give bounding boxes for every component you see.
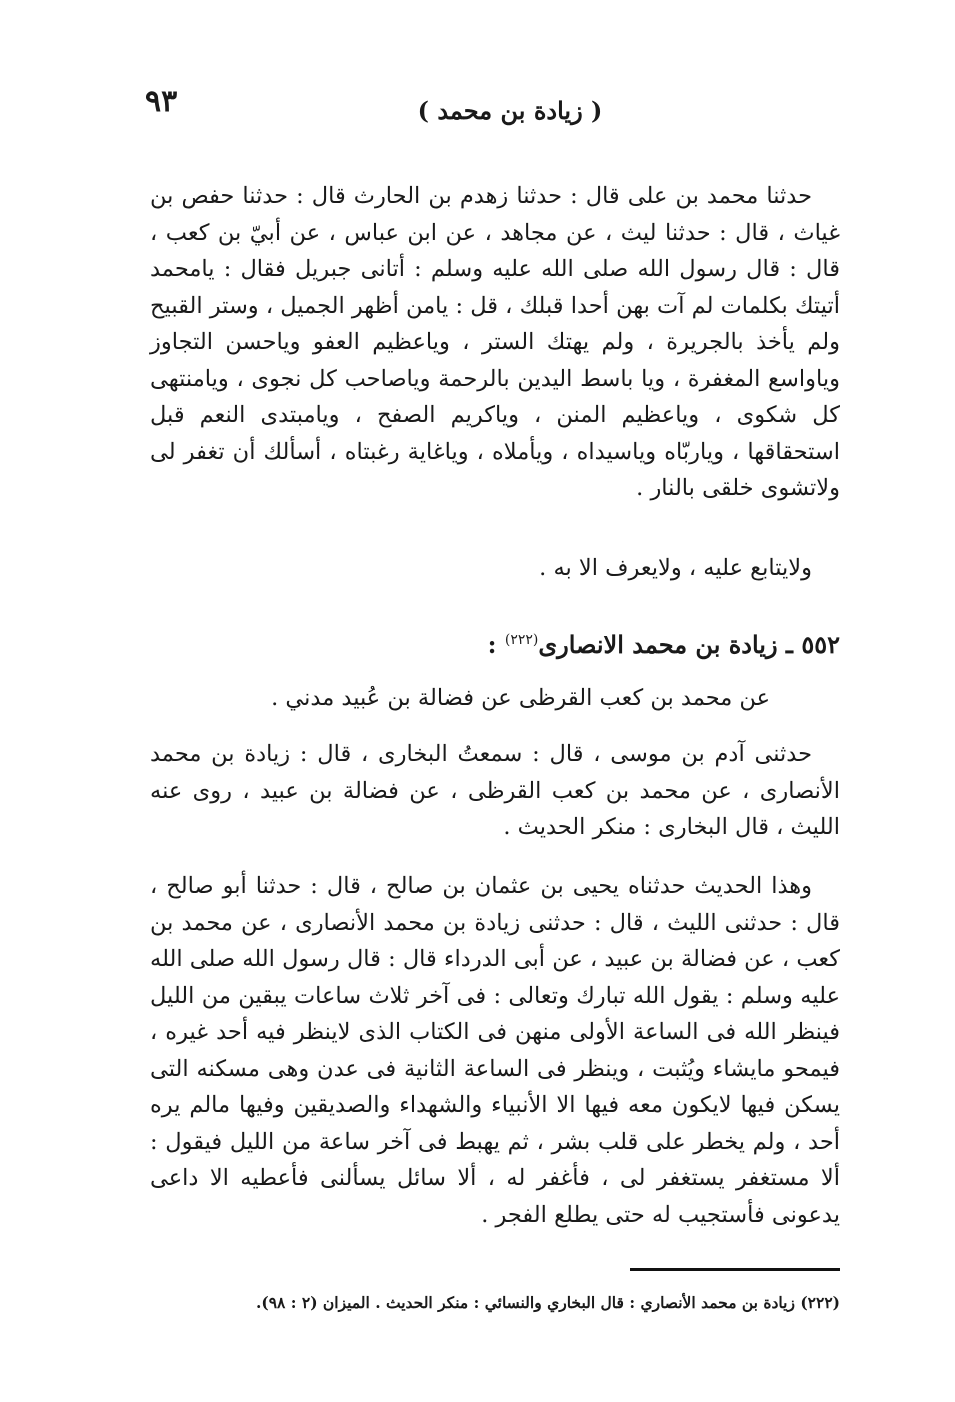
entry-title: ٥٥٢ ـ زيادة بن محمد الانصارى [538, 630, 840, 659]
entry-summary: عن محمد بن كعب القرظى عن فضالة بن عُبيد مدني . [271, 685, 770, 711]
running-head: ( زيادة بن محمد ) [417, 96, 603, 125]
hadith-paragraph-2: وهذا الحديث حدثناه يحيى بن عثمان بن صالح ، قال : حدثنا أبو صالح ، قال : حدثنى الليث ، قال : حدثنى زيادة بن محمد الأنصارى ، عن محمد بن كعب ، عن فضالة بن عبيد ، عن أبى الدرداء قال : قال رسول الله صلى الله عليه وسلم : يقول الله تبارك وتعالى : فى آخر ثلاث ساعات يبقين من الليل فينظر الله فى الساعة الأولى منهن فى الكتاب الذى لاينظر فيه أحد غيره ، فيمحو مايشاء ويُثبت ، وينظر فى الساعة الثانية فى عدن وهى مسكنه التى يسكن فيها لايكون معه فيها الا الأنبياء والشهداء والصديقين وفيها مالم يره أحد ، ولم يخطر على قلب بشر ، ثم يهبط فى آخر ساعة من الليل فيقول : ألا مستغفر يستغفر لى ، فأغفر له ، ألا سائل يسألنى فأعطيه الا داعى يدعونى فأستجيب له حتى يطلع الفجر . [150, 873, 840, 1228]
narration-paragraph: حدثنى آدم بن موسى ، قال : سمعتُ البخارى ، قال : زيادة بن محمد الأنصارى ، عن محمد بن كعب القرظى ، عن فضالة بن عبيد ، روى عنه الليث ، قال البخارى : منكر الحديث . [150, 741, 840, 840]
footnote: (٢٢٢) زيادة بن محمد الأنصاري : قال البخاري والنسائي : منكر الحديث . الميزان (٢ : ٩٨). [255, 1293, 840, 1312]
entry-heading-colon: : [487, 630, 505, 659]
remark-paragraph: ولايتابع عليه ، ولايعرف الا به . [539, 555, 812, 581]
footnote-reference: (٢٢٢) [504, 632, 539, 648]
hadith-paragraph-1: حدثنا محمد بن على قال : حدثنا زهدم بن الحارث قال : حدثنا حفص بن غياث ، قال : حدثنا ليث ، عن مجاهد ، عن ابن عباس ، عن أبيّ بن كعب ، قال : قال رسول الله صلى الله عليه وسلم : أتانى جبريل فقال : يامحمد أتيتك بكلمات لم آت بهن أحدا قبلك ، قل : يامن أظهر الجميل ، وستر القبيح ولم يأخذ بالجريرة ، ولم يهتك الستر ، وياعظيم العفو وياحسن التجاوز وياواسع المغفرة ، ويا باسط اليدين بالرحمة وياصاحب كل نجوى ، ويامنتهى كل شكوى ، وياعظيم المنن ، وياكريم الصفح ، ويامبتدى النعم قبل استحقاقها ، وياربّاه وياسيداه ، ويأملاه ، وياغاية رغبتاه ، أسألك أن تغفر لى ولاتشوى خلقى بالنار . [150, 183, 840, 501]
footnote-divider [630, 1268, 840, 1271]
page-number: ٩٣ [145, 84, 178, 119]
entry-heading [150, 622, 840, 663]
